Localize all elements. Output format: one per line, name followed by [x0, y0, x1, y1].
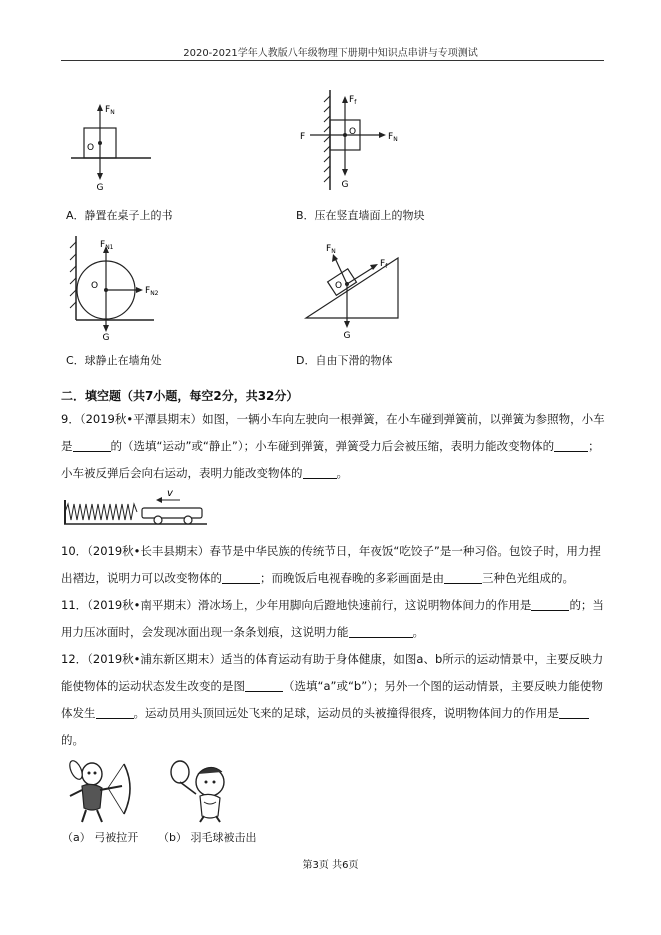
figure-a-drawing-bow	[64, 758, 144, 824]
svg-text:O: O	[349, 127, 357, 137]
answer-blank[interactable]	[73, 439, 111, 452]
figure-d-object-sliding-down-incline	[302, 236, 422, 340]
figure-b-hitting-shuttlecock	[166, 758, 246, 824]
caption-b: （b） 羽毛球被击出	[158, 831, 257, 844]
answer-blank[interactable]	[444, 571, 482, 584]
figure-a-book-on-table	[66, 98, 176, 193]
answer-blank[interactable]	[245, 679, 283, 692]
question-11: 11．（2019秋•南平期末）滑冰场上，少年用脚向后蹬地快速前行，这说明物体间力的作用是 的；当 用力压冰面时，会发现冰面出现一条条划痕，这说明力能 。	[61, 598, 604, 639]
svg-text:FN: $F_N$	[105, 105, 115, 116]
svg-text:Ff: $F_f$	[380, 259, 388, 270]
option-a: A．静置在桌子上的书	[66, 209, 173, 222]
question-9: 9．（2019秋•平潭县期末）如图，一辆小车向左驶向一根弹簧，在小车碰到弹簧前，以弹簧为参照物，小车 是 的（选填“运动”或“静止”）；小车碰到弹簧，弹簧受力后会被压缩，表明力能改变物体的 ； 小车被反弹后会向右运动，表明力能改变物体的 。	[61, 412, 605, 480]
option-b: B．压在竖直墙面上的物块	[296, 209, 425, 222]
caption-a: （a） 弓被拉开	[62, 831, 139, 844]
svg-text:FN: $F_N$	[388, 132, 398, 143]
svg-text:FN1: $F_{N1}$	[100, 240, 114, 251]
svg-text:Ff: $F_f$	[349, 95, 357, 106]
page-header: 2020-2021学年人教版八年级物理下册期中知识点串讲与专项测试	[183, 48, 478, 59]
figure-car-and-spring	[62, 488, 212, 530]
answer-blank[interactable]	[531, 598, 569, 611]
answer-blank[interactable]	[222, 571, 260, 584]
svg-text:O: O	[91, 281, 99, 291]
section-title: 二．填空题（共7小题，每空2分，共32分）	[61, 389, 299, 403]
answer-blank[interactable]	[349, 625, 413, 638]
svg-text:G: G	[343, 331, 351, 340]
svg-text:FN: $F_N$	[326, 244, 336, 255]
header-rule	[61, 60, 604, 61]
figure-b-block-pressed-on-wall	[296, 88, 426, 193]
svg-text:v: v	[167, 488, 173, 499]
answer-blank[interactable]	[303, 466, 337, 479]
page-number: 第3页 共6页	[302, 860, 359, 871]
answer-blank[interactable]	[96, 706, 134, 719]
question-12: 12．（2019秋•浦东新区期末）适当的体育运动有助于身体健康，如图a、b所示的运动情景中，主要反映力 能使物体的运动状态发生改变的是图 （选填“a”或“b”）；另外一个图的运动情景，主要反映力能使物 体发生 。运动员用头顶回远处飞来的足球，运动员的头被撞得很疼，说明物体间力的作用是 的。	[61, 652, 604, 747]
svg-text:G: G	[102, 333, 110, 342]
svg-text:F: F	[300, 132, 306, 142]
option-d: D．自由下滑的物体	[296, 354, 393, 367]
question-10: 10．（2019秋•长丰县期末）春节是中华民族的传统节日，年夜饭“吃饺子”是一种习俗。包饺子时，用力捏 出褶边，说明力可以改变物体的 ；而晚饭后电视春晚的多彩画面是由 三种色光组成的。	[61, 544, 601, 585]
svg-text:O: O	[335, 281, 343, 291]
figure-c-ball-in-corner	[64, 232, 194, 342]
answer-blank[interactable]	[559, 706, 589, 719]
svg-text:G: G	[96, 183, 104, 193]
answer-blank[interactable]	[554, 439, 588, 452]
svg-text:G: G	[341, 180, 349, 190]
svg-text:FN2: $F_{N2}$	[145, 286, 159, 297]
option-c: C．球静止在墙角处	[66, 354, 162, 367]
svg-text:O: O	[87, 143, 95, 153]
